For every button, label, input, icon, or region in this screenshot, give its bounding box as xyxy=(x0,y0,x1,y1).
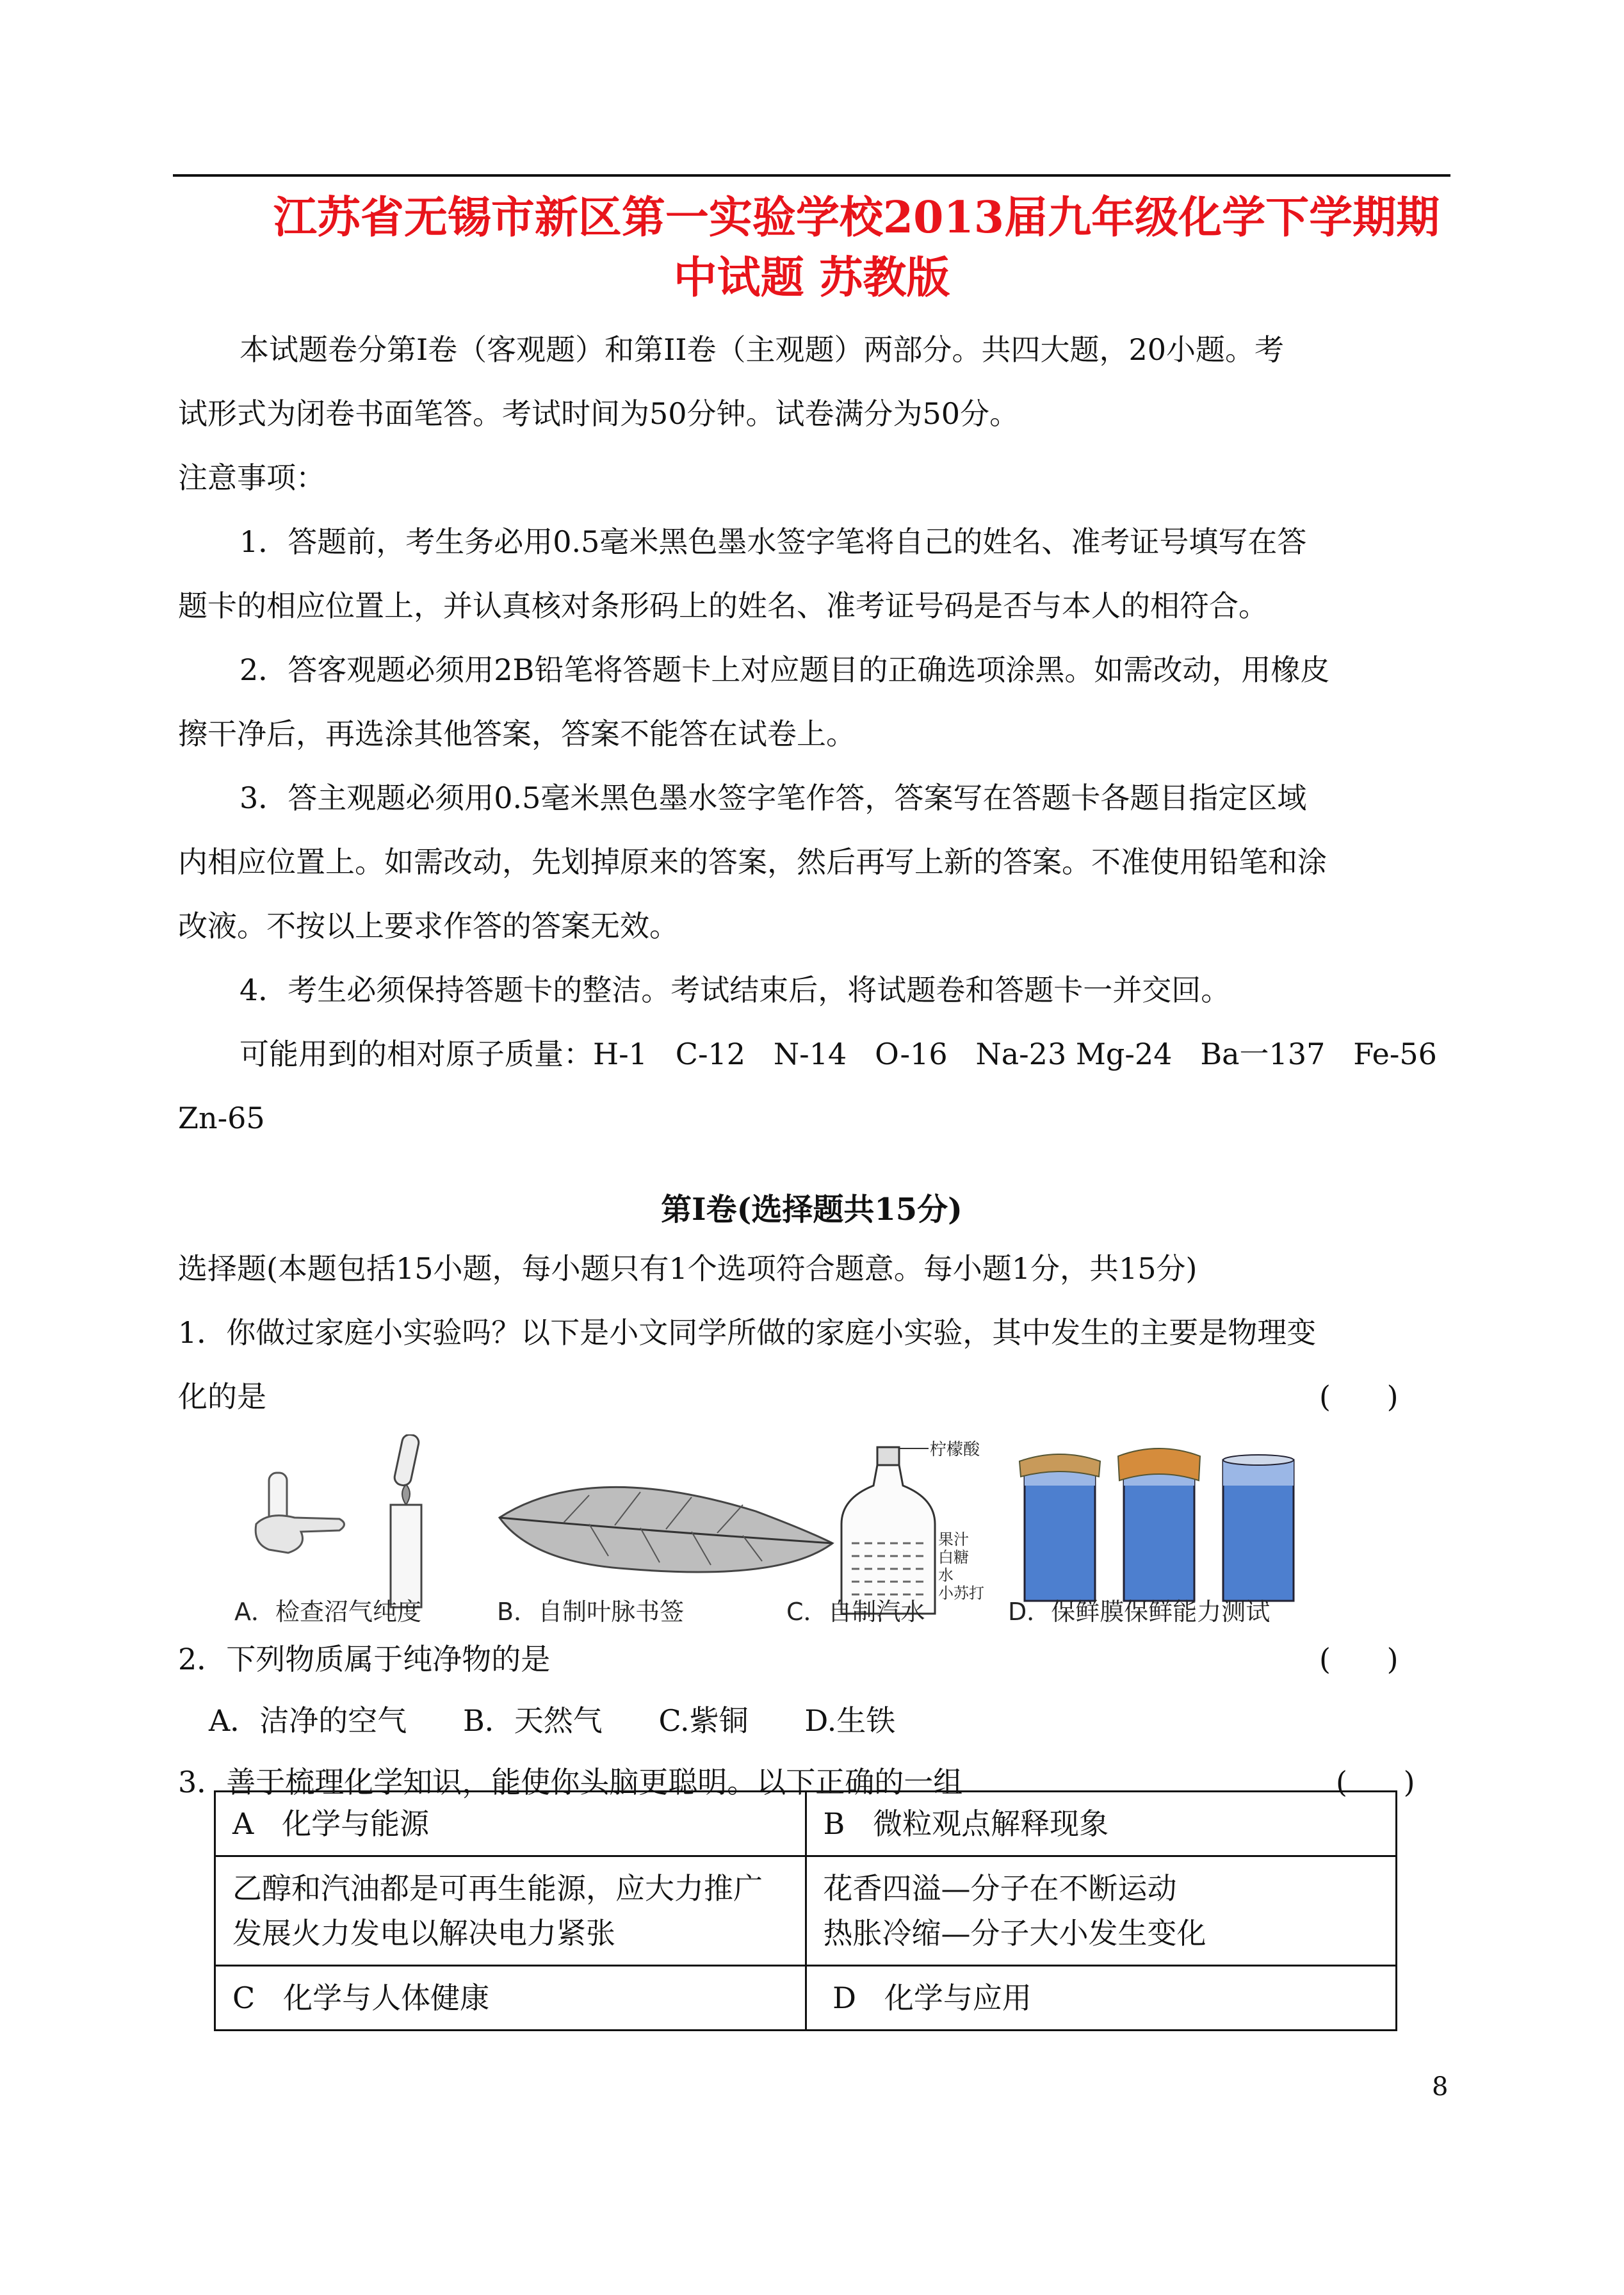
note-3-line-2: 内相应位置上。如需改动，先划掉原来的答案，然后再写上新的答案。不准使用铅笔和涂 xyxy=(178,845,1327,879)
note-4: 4．考生必须保持答题卡的整洁。考试结束后，将试题卷和答题卡一并交回。 xyxy=(240,973,1231,1007)
table-row xyxy=(215,1966,1397,2031)
leaf-vein-bookmark-illustration xyxy=(499,1487,832,1572)
soda-bottle-illustration xyxy=(841,1440,984,1614)
biogas-test-illustration xyxy=(256,1434,421,1607)
note-1-line-2: 题卡的相应位置上，并认真核对条形码上的姓名、准考证号码是否与本人的相符合。 xyxy=(178,588,1268,623)
atomic-masses-line-2: Zn-65 xyxy=(178,1101,265,1135)
header-rule xyxy=(173,174,1450,177)
q1-stem-line-1: 1．你做过家庭小实验吗？以下是小文同学所做的家庭小实验，其中发生的主要是物理变 xyxy=(178,1315,1317,1350)
q1-caption-a: A．检查沼气纯度 xyxy=(234,1598,421,1626)
cell-b-line-2: 热胀冷缩—分子大小发生变化 xyxy=(823,1916,1206,1950)
cell-b-line-1: 花香四溢—分子在不断运动 xyxy=(823,1871,1177,1906)
cell-a-body xyxy=(215,1856,806,1966)
exam-title-line-1: 江苏省无锡市新区第一实验学校2013届九年级化学下学期期 xyxy=(273,192,1440,243)
q2-stem: 2．下列物质属于纯净物的是 xyxy=(178,1642,551,1676)
q1-stem-line-2: 化的是 xyxy=(178,1379,266,1414)
cell-c-heading: C 化学与人体健康 xyxy=(215,1966,806,2031)
note-2-line-2: 擦干净后，再选涂其他答案，答案不能答在试卷上。 xyxy=(178,717,856,751)
intro-line-2: 试形式为闭卷书面笔答。考试时间为50分钟。试卷满分为50分。 xyxy=(178,396,1019,431)
cell-d-heading: D 化学与应用 xyxy=(806,1966,1397,2031)
table-row xyxy=(215,1792,1397,1856)
label-baking-soda: 小苏打 xyxy=(938,1584,984,1602)
table-row xyxy=(215,1856,1397,1966)
q1-caption-d: D．保鲜膜保鲜能力测试 xyxy=(1008,1598,1271,1626)
label-sugar: 白糖 xyxy=(938,1548,969,1566)
atomic-masses-line-1: 可能用到的相对原子质量：H-1 C-12 N-14 O-16 Na-23 Mg-24 Ba一137 Fe-56 xyxy=(240,1037,1437,1071)
cell-a-line-2: 发展火力发电以解决电力紧张 xyxy=(232,1916,615,1950)
note-1-line-1: 1．答题前，考生务必用0.5毫米黑色墨水签字笔将自己的姓名、准考证号填写在答 xyxy=(240,524,1307,559)
cell-a-line-1: 乙醇和汽油都是可再生能源，应大力推广 xyxy=(232,1871,763,1906)
exam-title-line-2: 中试题 苏教版 xyxy=(673,252,950,304)
cell-a-heading: A 化学与能源 xyxy=(215,1792,806,1856)
cell-b-heading: B 微粒观点解释现象 xyxy=(806,1792,1397,1856)
label-water: 水 xyxy=(938,1566,954,1584)
section-1-instructions: 选择题(本题包括15小题，每小题只有1个选项符合题意。每小题1分，共15分) xyxy=(178,1251,1198,1286)
q2-options: A．洁净的空气 B．天然气 C.紫铜 D.生铁 xyxy=(209,1703,896,1738)
q3-options-table xyxy=(214,1790,1397,2031)
page-number: 8 xyxy=(1432,2072,1449,2102)
q1-caption-b: B．自制叶脉书签 xyxy=(497,1598,685,1626)
section-1-heading: 第Ⅰ卷(选择题共15分) xyxy=(661,1192,962,1228)
label-juice: 果汁 xyxy=(938,1530,969,1548)
cling-film-test-illustration xyxy=(1019,1448,1294,1601)
note-2-line-1: 2．答客观题必须用2B铅笔将答题卡上对应题目的正确选项涂黑。如需改动，用橡皮 xyxy=(240,653,1330,687)
intro-line-1: 本试题卷分第Ⅰ卷（客观题）和第II卷（主观题）两部分。共四大题，20小题。考 xyxy=(240,332,1285,367)
q1-answer-paren: ( ) xyxy=(1319,1379,1399,1414)
notes-heading: 注意事项： xyxy=(178,460,325,495)
q2-answer-paren: ( ) xyxy=(1319,1642,1399,1676)
note-3-line-1: 3．答主观题必须用0.5毫米黑色墨水签字笔作答，答案写在答题卡各题目指定区域 xyxy=(240,781,1307,815)
cell-b-body xyxy=(806,1856,1397,1966)
note-3-line-3: 改液。不按以上要求作答的答案无效。 xyxy=(178,909,679,943)
q3-answer-paren: ( ) xyxy=(1336,1765,1415,1799)
q1-caption-c: C．自制汽水 xyxy=(786,1598,925,1626)
label-citric-acid: 柠檬酸 xyxy=(930,1440,980,1459)
q3-stem: 3．善于梳理化学知识，能使你头脑更聪明。以下正确的一组 xyxy=(178,1765,963,1799)
